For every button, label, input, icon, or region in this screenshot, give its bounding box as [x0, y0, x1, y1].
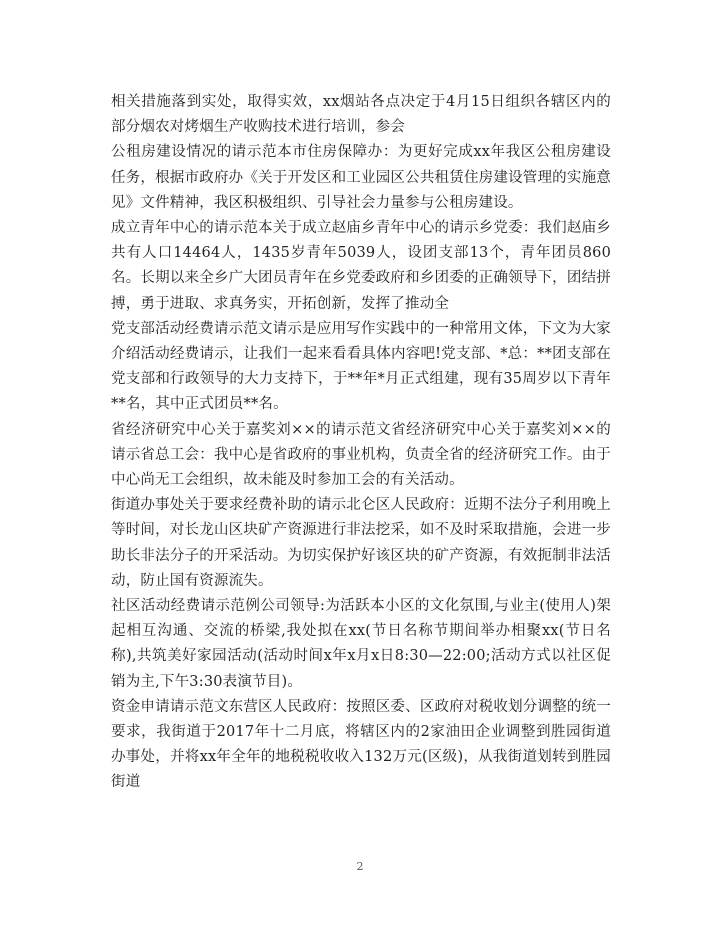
paragraph-subsidy-request: 街道办事处关于要求经费补助的请示北仑区人民政府：近期不法分子利用晚上等时间，对长龙山区块矿产资源进行非法挖采，如不及时采取措施，会进一步助长非法分子的开采活动。为切实保护好该区块的矿产资源，有效扼制非法活动，防止国有资源流失。 — [111, 497, 611, 589]
paragraph-training-notice: 相关措施落到实处，取得实效，xx烟站各点决定于4月15日组织各辖区内的部分烟农对烤烟生产收购技术进行培训，参会 — [111, 94, 611, 136]
document-body — [111, 90, 611, 796]
paragraph-party-branch-funds: 党支部活动经费请示范文请示是应用写作实践中的一种常用文体，下文为大家介绍活动经费请示，让我们一起来看看具体内容吧!党支部、*总：**团支部在党支部和行政领导的大力支持下，于**年*月正式组建，现有35周岁以下青年**名，其中正式团员**名。 — [111, 320, 611, 413]
paragraph-commendation: 省经济研究中心关于嘉奖刘××的请示范文省经济研究中心关于嘉奖刘××的请示省总工会：我中心是省政府的事业机构，负责全省的经济研究工作。由于中心尚无工会组织，故未能及时参加工会的有关活动。 — [111, 421, 611, 489]
paragraph-community-activity: 社区活动经费请示范例公司领导:为活跃本小区的文化氛围,与业主(使用人)架起相互沟通、交流的桥梁,我处拟在xx(节日名称节期间举办相聚xx(节日名称),共筑美好家园活动(活动时间x年x月x日8:30—22:00;活动方式以社区促销为主,下午3:30表演节目)。 — [111, 598, 611, 690]
paragraph-youth-center: 成立青年中心的请示范本关于成立赵庙乡青年中心的请示乡党委：我们赵庙乡共有人口14464人，1435岁青年5039人，设团支部13个，青年团员860名。长期以来全乡广大团员青年在乡党委政府和乡团委的正确领导下，团结拼搏，勇于进取、求真务实，开拓创新，发挥了推动全 — [111, 220, 611, 312]
paragraph-fund-application: 资金申请请示范文东营区人民政府：按照区委、区政府对税收划分调整的统一要求，我街道于2017年十二月底，将辖区内的2家油田企业调整到胜园街道办事处，并将xx年全年的地税税收收入132万元(区级)，从我街道划转到胜园街道 — [111, 698, 611, 791]
page-number: 2 — [356, 860, 364, 873]
paragraph-public-housing: 公租房建设情况的请示范本市住房保障办：为更好完成xx年我区公租房建设任务，根据市政府办《关于开发区和工业园区公共租赁住房建设管理的实施意见》文件精神，我区积极组织、引导社会力量参与公租房建设。 — [111, 144, 611, 211]
